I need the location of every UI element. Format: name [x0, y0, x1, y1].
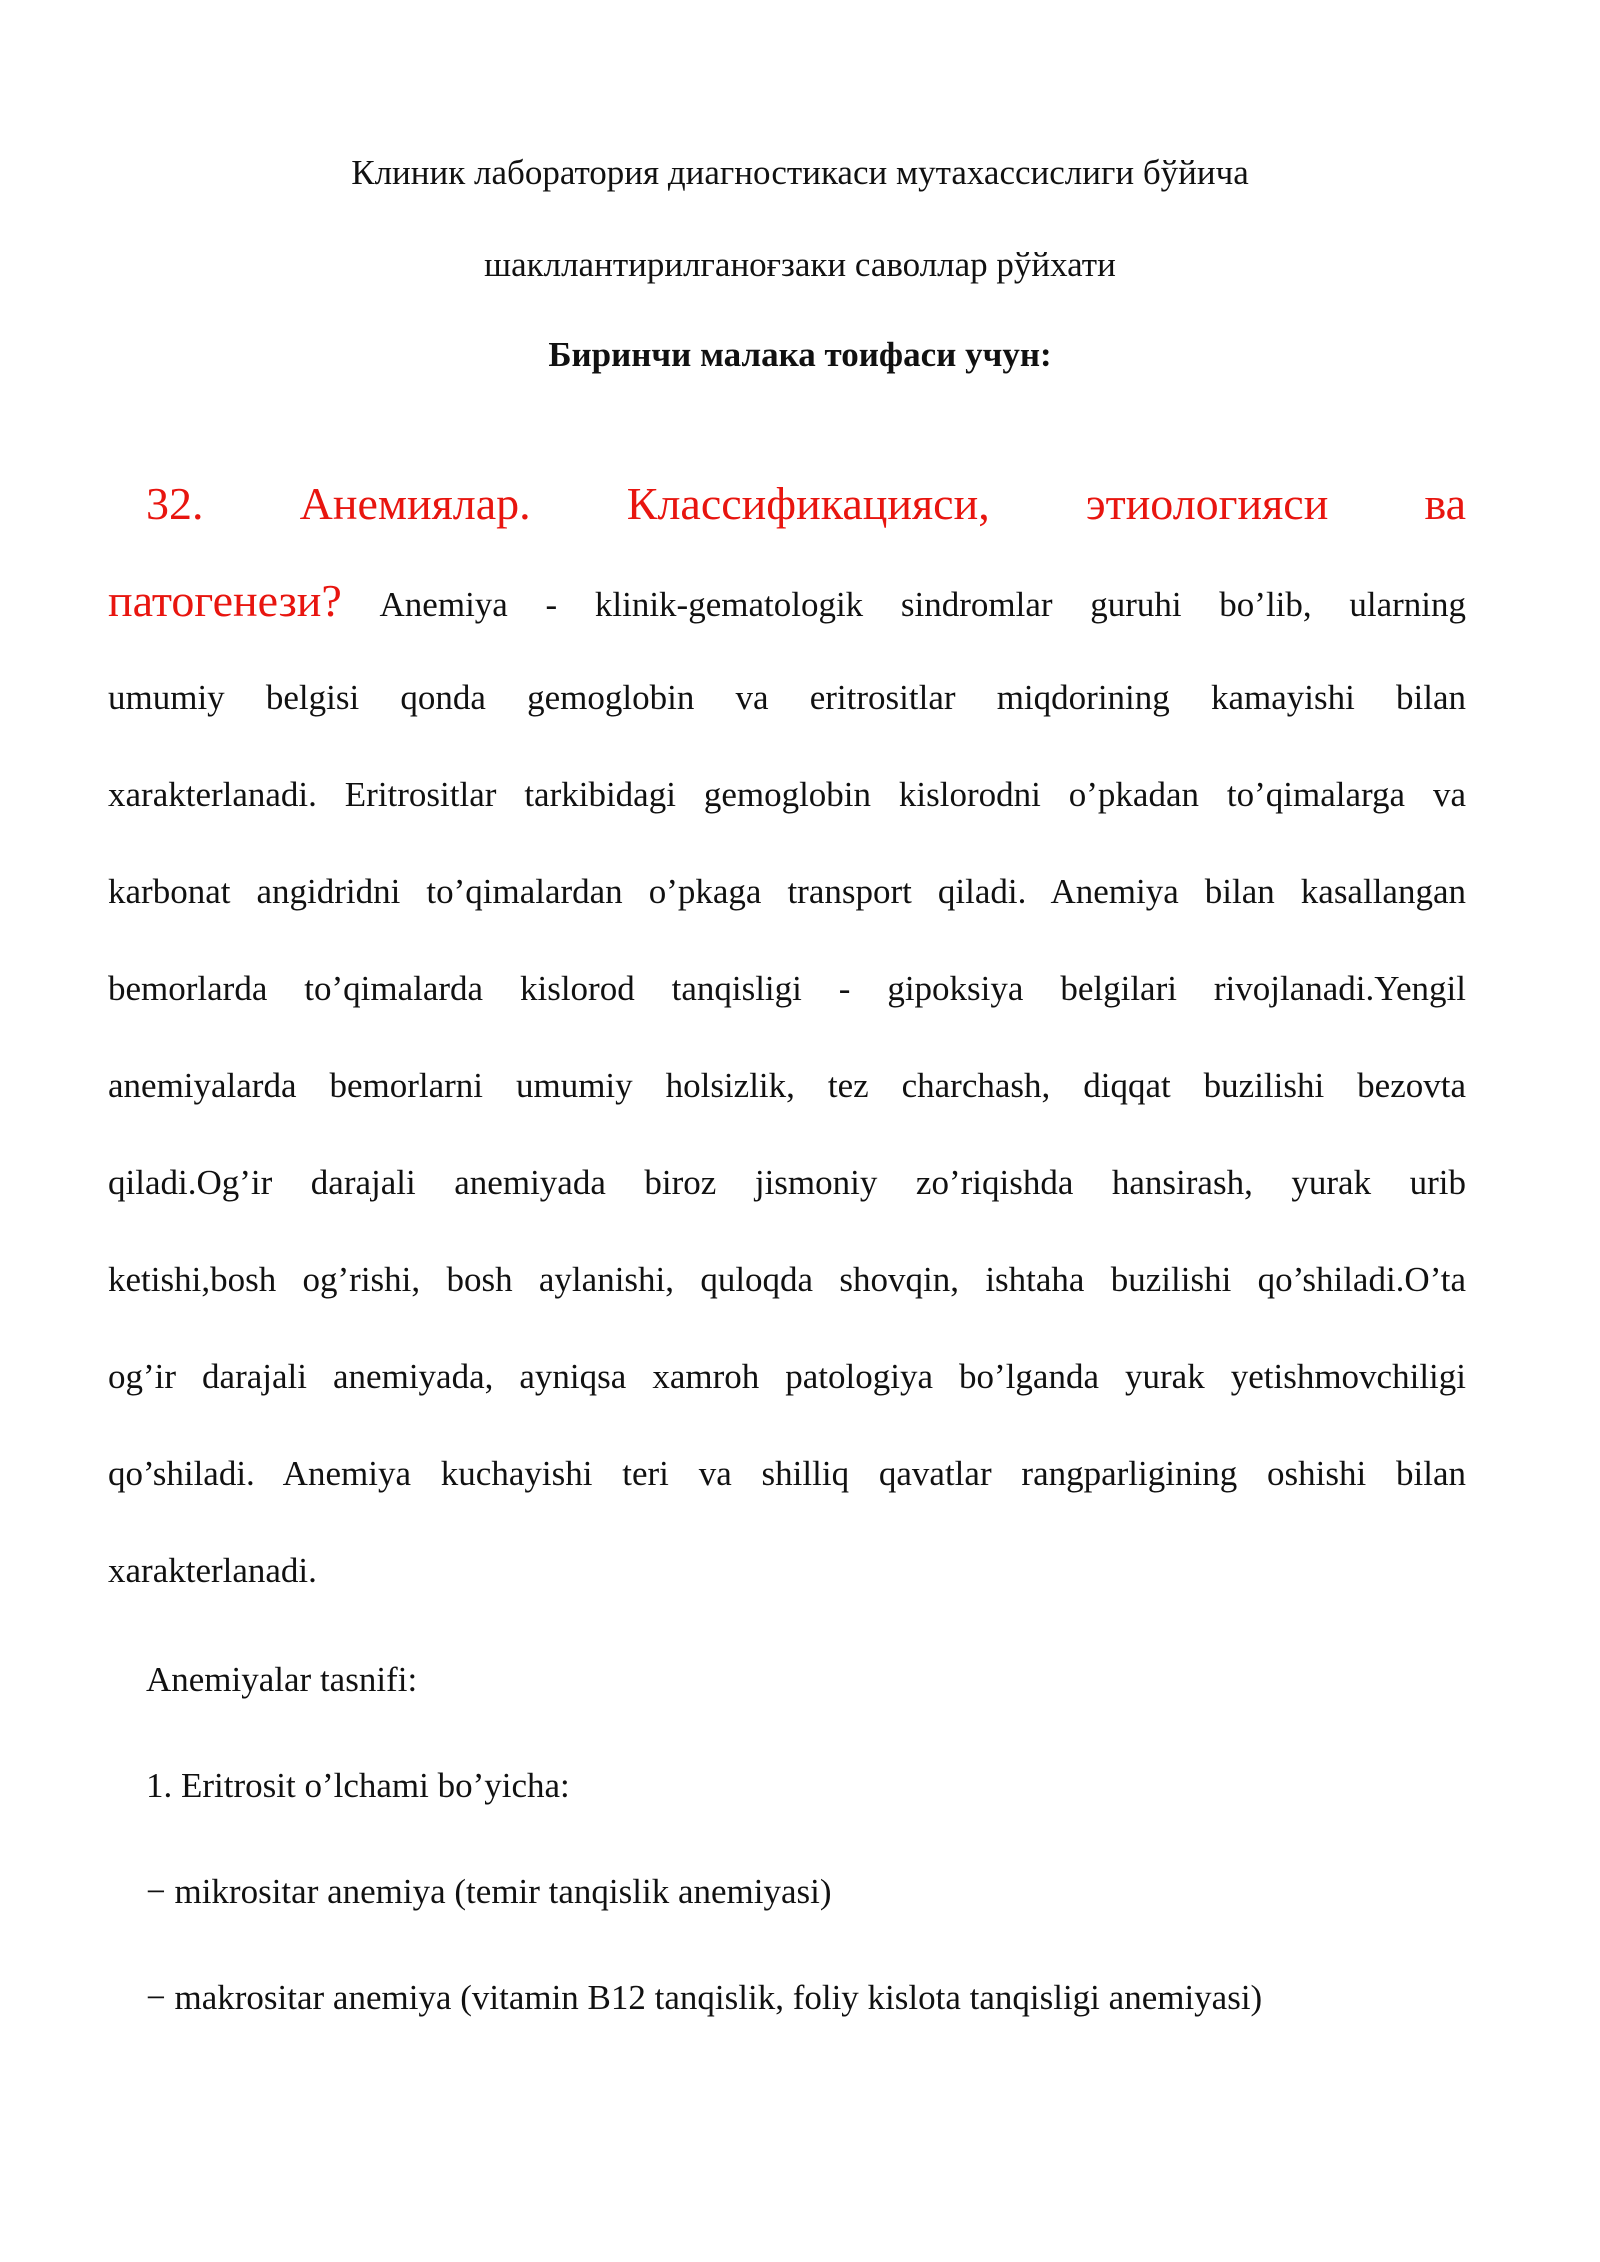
- classification-subitem-macrocytic: − makrositar anemiya (vitamin B12 tanqislik, foliy kislota tanqisligi anemiyasi): [146, 1978, 1263, 2017]
- body-line: karbonat angidridni to’qimalardan o’pkaga transport qiladi. Anemiya bilan kasallangan: [108, 872, 1466, 911]
- question-title-line-2-with-body: [108, 552, 1466, 649]
- body-line: umumiy belgisi qonda gemoglobin va eritrositlar miqdorining kamayishi bilan: [108, 678, 1466, 717]
- question-title-line-2: патогенези?: [108, 575, 342, 626]
- body-line: anemiyalarda bemorlarni umumiy holsizlik, tez charchash, diqqat buzilishi bezovta: [108, 1066, 1466, 1105]
- body-line: qiladi.Og’ir darajali anemiyada biroz jismoniy zo’riqishda hansirash, yurak urib: [108, 1163, 1466, 1202]
- body-line: xarakterlanadi. Eritrositlar tarkibidagi gemoglobin kislorodni o’pkadan to’qimalarga va: [108, 775, 1466, 814]
- body-line: og’ir darajali anemiyada, ayniqsa xamroh patologiya bo’lganda yurak yetishmovchiligi: [108, 1357, 1466, 1396]
- document-category-heading: Биринчи малака тоифаси учун:: [548, 335, 1052, 374]
- document-header-line-1: Клиник лаборатория диагностикаси мутахассислиги бўйича: [351, 153, 1249, 192]
- body-line: ketishi,bosh og’rishi, bosh aylanishi, quloqda shovqin, ishtaha buzilishi qo’shiladi.O’ta: [108, 1260, 1466, 1299]
- body-line: Anemiya - klinik-gematologik sindromlar guruhi bo’lib, ularning: [379, 585, 1466, 624]
- classification-heading: Anemiyalar tasnifi:: [146, 1660, 418, 1699]
- question-paragraph: [108, 455, 1466, 1619]
- body-line: qo’shiladi. Anemiya kuchayishi teri va shilliq qavatlar rangparligining oshishi bilan: [108, 1454, 1466, 1493]
- classification-subitem-microcytic: − mikrositar anemiya (temir tanqislik anemiyasi): [146, 1872, 832, 1911]
- classification-item-1: 1. Eritrosit o’lchami bo’yicha:: [146, 1766, 570, 1805]
- body-line: bemorlarda to’qimalarda kislorod tanqisligi - gipoksiya belgilari rivojlanadi.Yengil: [108, 969, 1466, 1008]
- document-header-line-2: шакллантирилганоғзаки саволлар рўйхати: [484, 245, 1116, 284]
- question-title-line-1: 32. Анемиялар. Классификацияси, этиологияси ва: [146, 478, 1466, 529]
- body-line-last: xarakterlanadi.: [108, 1551, 317, 1590]
